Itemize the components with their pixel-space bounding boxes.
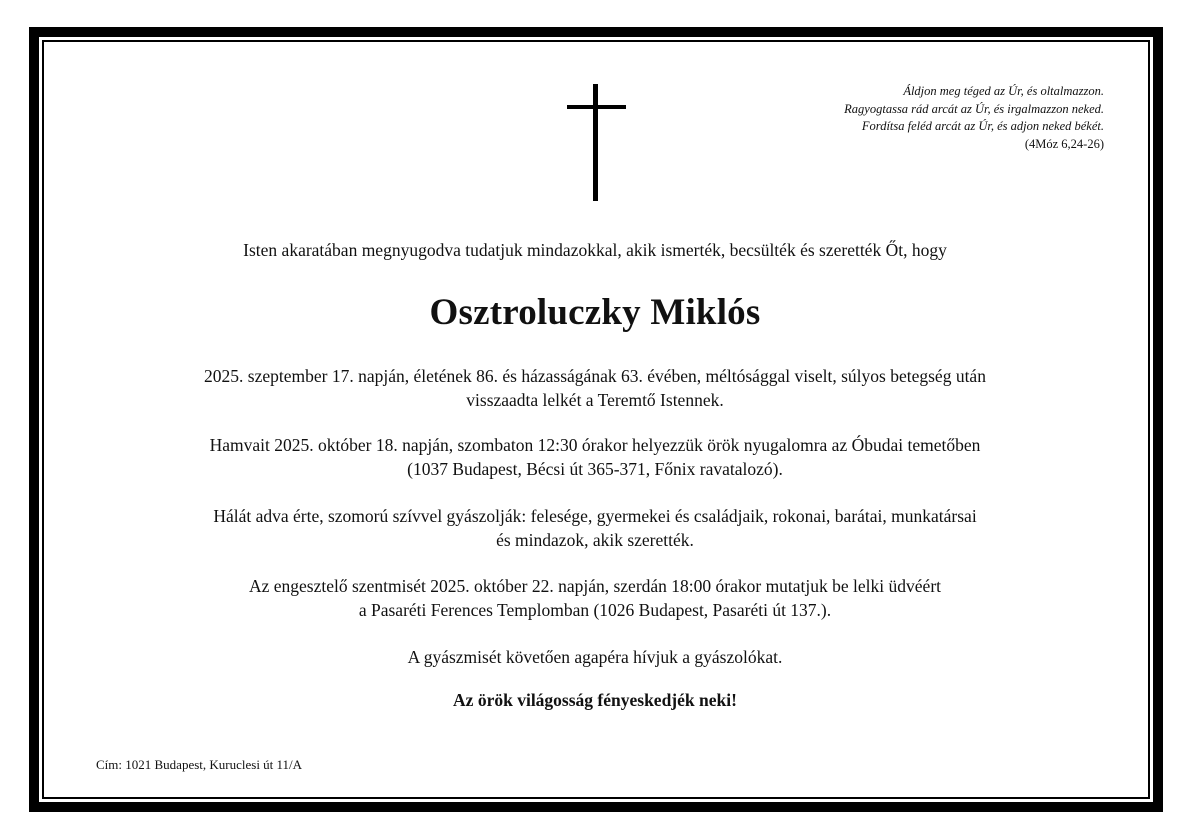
blessing-quote [844, 83, 1104, 153]
paragraph-line: (1037 Budapest, Bécsi út 365-371, Főnix ravatalozó). [407, 459, 783, 479]
death-announcement-paragraph [60, 364, 1130, 412]
paragraph-line: A gyászmisét követően agapéra hívjuk a gyászolókat. [407, 647, 783, 667]
deceased-name: Osztroluczky Miklós [429, 292, 761, 333]
memorial-mass-paragraph [60, 574, 1130, 622]
cross-horizontal-bar [567, 105, 626, 109]
paragraph-line: 2025. szeptember 17. napján, életének 86. és házasságának 63. évében, méltósággal viselt, súlyos betegség után [204, 366, 986, 386]
blessing-line: Ragyogtassa rád arcát az Úr, és irgalmazzon neked. [844, 101, 1104, 116]
funeral-paragraph [60, 433, 1130, 481]
latin-cross-icon [567, 84, 626, 201]
paragraph-line: visszaadta lelkét a Teremtő Istennek. [466, 390, 724, 410]
family-address: Cím: 1021 Budapest, Kuruclesi út 11/A [96, 757, 303, 772]
paragraph-line: Hamvait 2025. október 18. napján, szombaton 12:30 órakor helyezzük örök nyugalomra az Óbudai temetőben [209, 435, 981, 455]
blessing-line: Fordítsa feléd arcát az Úr, és adjon neked békét. [861, 119, 1104, 133]
paragraph-line: Hálát adva érte, szomorú szívvel gyászolják: felesége, gyermekei és családjaik, rokonai, barátai, munkatársai [213, 506, 977, 526]
paragraph-line: Az engesztelő szentmisét 2025. október 22. napján, szerdán 18:00 órakor mutatjuk be lelki üdvéért [248, 576, 942, 596]
cross-vertical-bar [593, 84, 598, 201]
intro-text: Isten akaratában megnyugodva tudatjuk mindazokkal, akik ismerték, becsülték és szerették Őt, hogy [243, 240, 947, 260]
closing-prayer: Az örök világosság fényeskedjék neki! [453, 690, 737, 710]
blessing-line: Áldjon meg téged az Úr, és oltalmazzon. [903, 84, 1104, 98]
paragraph-line: a Pasaréti Ferences Templomban (1026 Budapest, Pasaréti út 137.). [358, 600, 832, 620]
mourners-paragraph [60, 504, 1130, 552]
blessing-reference: (4Móz 6,24-26) [1024, 136, 1104, 151]
agape-paragraph [60, 645, 1130, 669]
paragraph-line: és mindazok, akik szerették. [496, 530, 694, 550]
